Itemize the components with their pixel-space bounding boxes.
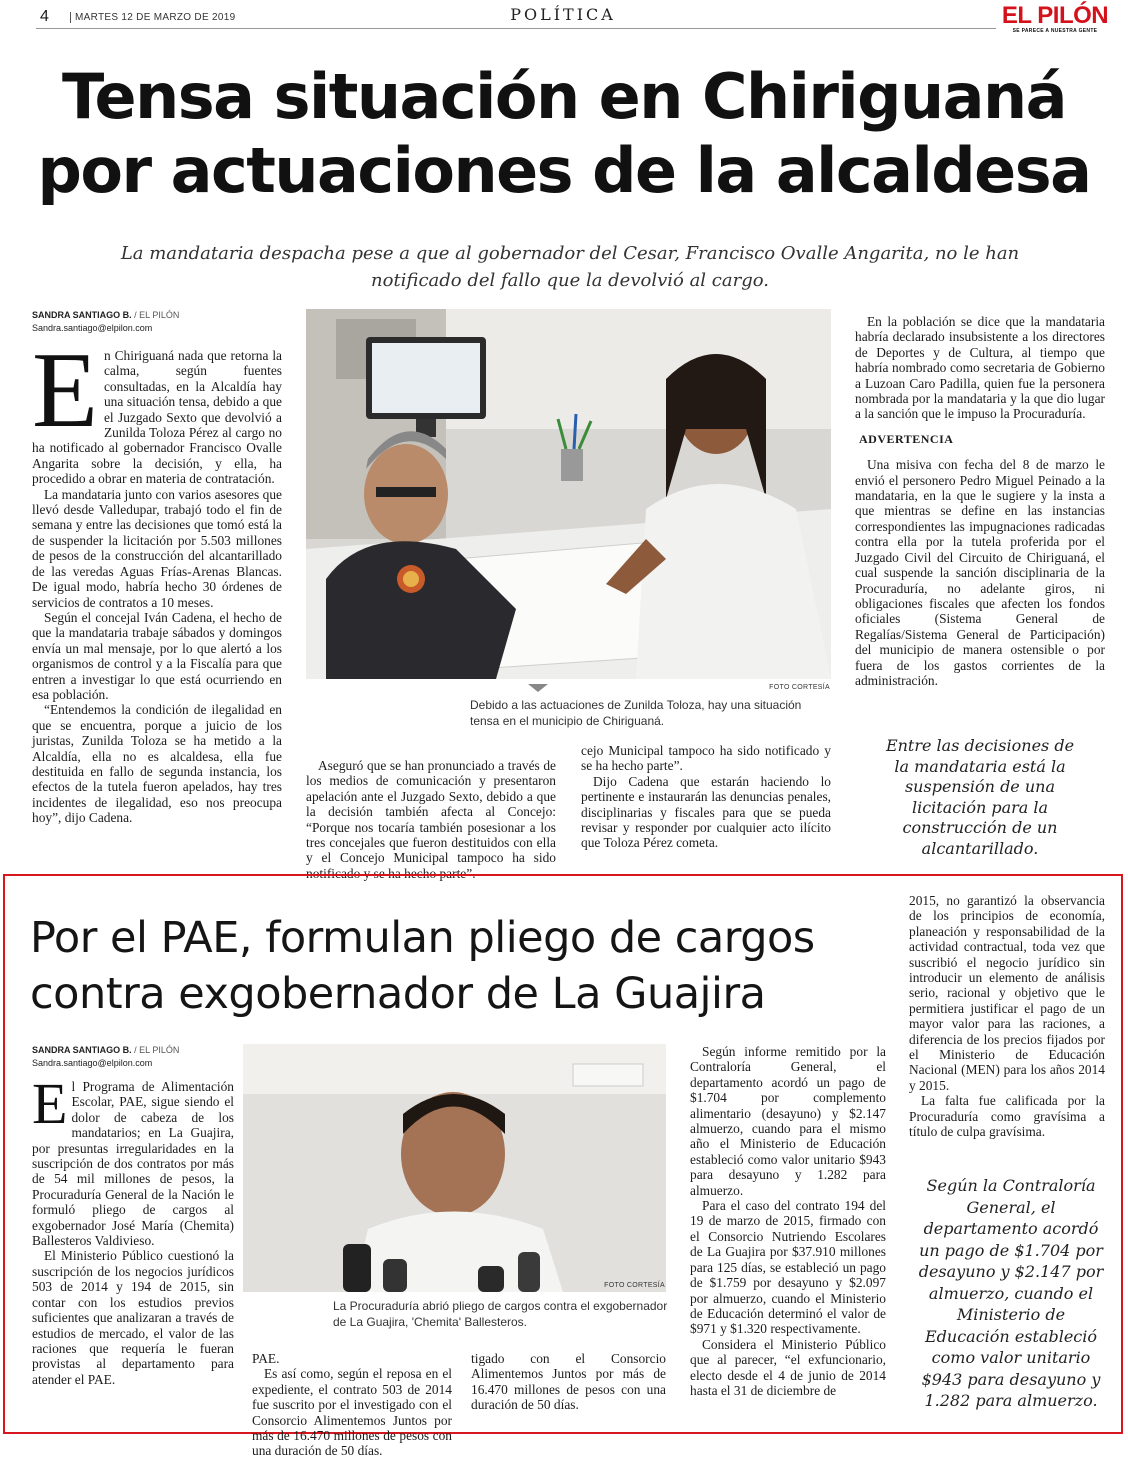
- caption-arrow-icon: [528, 684, 548, 692]
- article2-headline-line1: Por el PAE, formulan pliego de cargos: [30, 913, 815, 963]
- section-title: POLÍTICA: [510, 5, 616, 24]
- article1-paragraph: En Chiriguaná nada que retorna la calma, según fuentes consultadas, en la Alcaldía hay una situación tensa, debido a que el Juzgado Sexto que devolvió a Zunilda Toloza Pérez al cargo no ha notificado al gobernador Francisco Ovalle Angarita sobre la decisión, y ella, ha procedido a obrar en materia de contratación.: [32, 331, 282, 487]
- article1-headline: [30, 60, 1098, 208]
- article2-paragraph: Es así como, según el reposa en el expediente, el contrato 503 de 2014 fue suscrito por el investigado con el Consorcio Alimentemos Juntos por más de 16.470 millones de pesos con una duración de 50 días.: [252, 1366, 452, 1459]
- article1-column-1: [32, 331, 282, 826]
- article2-column-2: [252, 1351, 452, 1459]
- article2-paragraph: La falta fue calificada por la Procuraduría como gravísima a título de culpa gravísima.: [909, 1093, 1105, 1140]
- article1-paragraph: cejo Municipal tampoco ha sido notificado y se ha hecho parte”.: [581, 743, 831, 774]
- article2-paragraph: Para el caso del contrato 194 del 19 de marzo de 2015, firmado con el Consorcio Nutriendo Escolares de La Guajira por $37.910 millones para 125 días, se estableció un pago de $1.759 por desayuno y $2.097 por almuerzo, cuando el Ministerio de Educación determinó el valor de $971 y $1.320 respectivamente.: [690, 1198, 886, 1337]
- page-number: 4: [40, 8, 49, 25]
- article2-paragraph: El Ministerio Público cuestionó la suscripción de los negocios jurídicos 503 de 2014 y 194 de 2015, sin contar con los estudios previos suficientes que analizaran a través de estudios de mercado, el valor de las raciones que requería le fueran provistas al departamento para atender el PAE.: [32, 1248, 234, 1387]
- byline-email: Sandra.santiago@elpilon.com: [32, 1058, 153, 1068]
- article1-paragraph: Una misiva con fecha del 8 de marzo le envió el personero Pedro Miguel Peinado a la mandataria, en la que le sugiere y la insta a que mientras se define en las instancias correspondientes las impugnaciones radicadas contra ella por la tutela proferida por el Juzgado Civil del Circuito de Chiriguaná, el cual suspende la sanción disciplinaria de la Procuraduría, no adelante giros, ni obligaciones fiscales que afecten los fondos oficiales (Sistema General de Regalías/Sistema General de Participación) del municipio de manera ostensible o por fuera de los gastos corrientes de la administración.: [855, 457, 1105, 688]
- article1-photo: [306, 309, 831, 679]
- article2-byline: [32, 1044, 252, 1070]
- byline-name: SANDRA SANTIAGO B.: [32, 1045, 132, 1055]
- article1-paragraph: Dijo Cadena que estarán haciendo lo pertinente e instaurarán las denuncias penales, disciplinarias y fiscales para que se pueda revisar y responder por cualquier acto ilícito que Toloza Pérez cometa.: [581, 773, 831, 851]
- article2-headline-line2: contra exgobernador de La Guajira: [30, 969, 766, 1019]
- article2-column-4: [690, 1044, 886, 1398]
- article1-paragraph: La mandataria junto con varios asesores que llevó desde Valledupar, trabajó todo el fin de semana y entre las decisiones que tomó está la de suspender la licitación por 5.503 millones de pesos de la construcción del alcantarillado de las veredas Aguas Frías-Arenas Blancas. De igual modo, habría hecho 30 órdenes de servicios de contratos a 10 meses.: [32, 486, 282, 610]
- article1-deck: [70, 240, 1070, 294]
- office-meeting-photo: [306, 309, 831, 679]
- article1-paragraph: “Entendemos la condición de ilegalidad en que se encuentra, porque a juicio de los juristas, Zunilda Toloza se ha metido a la Alcaldía, ella no es alcaldesa, ella fue destituida en fallo de segunda instancia, los efectos de la tutela fueron apelados, hay tres incidentes de ilegalidad, eso nos preocupa hoy”, dijo Cadena.: [32, 702, 282, 826]
- article1-pullquote: Entre las decisiones de la mandataria está la suspensión de una licitación para la construcción de un alcantarillado.: [885, 736, 1075, 858]
- article1-deck-line1: La mandataria despacha pese a que al gobernador del Cesar, Francisco Ovalle Angarita, no le han: [120, 243, 1020, 264]
- article2-headline: [30, 910, 900, 1022]
- byline-source: / EL PILÓN: [131, 310, 180, 320]
- logo-tagline: SE PARECE A NUESTRA GENTE: [1012, 28, 1098, 34]
- article2-paragraph: 2015, no garantizó la observancia de los principios de economía, planeación y responsabilidad de la actividad contractual, toda vez que suscribió el negocio jurídico sin introducir un elemento de análisis serio, racional y objetivo que le permitiera justificar el pago de un mayor valor para las raciones, a diferencia de los precios fijados por el Ministerio de Educación Nacional (MEN) para los años 2014 y 2015.: [909, 893, 1105, 1093]
- article2-photo-caption: La Procuraduría abrió pliego de cargos contra el exgobernador de La Guajira, 'Chemita' Ballesteros.: [333, 1299, 668, 1329]
- article1-paragraph: Aseguró que se han pronunciado a través de los medios de comunicación y presentaron apelación ante el Juzgado Sexto, debido a que la decisión también afecta al Concejo: “Porque nos tocaría también posesionar a los tres concejales que fueron destituidos con ella y el Concejo Municipal tampoco ha sido notificado y se ha hecho parte”.: [306, 758, 556, 881]
- article2-paragraph: El Programa de Alimentación Escolar, PAE, sigue siendo el dolor de cabeza de los mandatarios; en La Guajira, por presuntas irregularidades en la suscripción de dos contratos por más de 54 mil millones de pesos, la Procuraduría General de la Nación le formuló pliego de cargos al exgobernador José María (Chemita) Ballesteros Valdivieso.: [32, 1071, 234, 1249]
- article2-column-3: [471, 1351, 666, 1413]
- article1-column-4: [855, 314, 1105, 688]
- drop-cap: E: [32, 1071, 68, 1136]
- article2-column-5: [909, 893, 1105, 1140]
- article1-paragraph: En la población se dice que la mandataria habría declarado insubsistente a los directores de Deportes y de Cultura, al tiempo que habría nombrado como secretaria de Gobierno a Luzoan Caro Padilla, quien fue la personera nombrada por la mandataria y la que dio lugar a la sanción que le impuso la Procuraduría.: [855, 314, 1105, 422]
- article1-headline-line2: por actuaciones de la alcaldesa: [37, 134, 1091, 207]
- drop-cap: E: [32, 331, 98, 450]
- article1-column-2: [306, 758, 556, 881]
- issue-date: MARTES 12 DE MARZO DE 2019: [70, 12, 235, 23]
- article1-photo-caption: Debido a las actuaciones de Zunilda Toloza, hay una situación tensa en el municipio de Chiriguaná.: [470, 698, 802, 728]
- portrait-photo: [243, 1044, 666, 1292]
- article2-paragraph: Según informe remitido por la Contraloría General, el departamento acordó un pago de $1.704 por complemento alimentario (desayuno) y $2.147 almuerzo, cuando para el mismo año el Ministerio de Educación estableció como valor unitario $943 para desayuno y 1.282 para almuerzo.: [690, 1044, 886, 1198]
- article2-column-1: [32, 1071, 234, 1387]
- article2-photo: [243, 1044, 666, 1292]
- article1-deck-line2: notificado del fallo que la devolvió al cargo.: [371, 270, 769, 291]
- byline-name: SANDRA SANTIAGO B.: [32, 310, 132, 320]
- article2-paragraph: Considera el Ministerio Público que al parecer, “el exfuncionario, electo desde el 4 de junio de 2014 hasta el 31 de diciembre de: [690, 1336, 886, 1398]
- article2-paragraph: tigado con el Consorcio Alimentemos Juntos por más de 16.470 millones de pesos con una duración de 50 días.: [471, 1351, 666, 1413]
- byline-email: Sandra.santiago@elpilon.com: [32, 323, 153, 333]
- newspaper-logo: [1000, 4, 1110, 34]
- article2-photo-credit: FOTO CORTESÍA: [604, 1282, 665, 1289]
- article1-headline-line1: Tensa situación en Chiriguaná: [62, 60, 1066, 133]
- article1-paragraph: Según el concejal Iván Cadena, el hecho de que la mandataria trabaje sábados y domingos envía un mal mensaje, por lo que alertó a los organismos de control y a la Fiscalía para que entren a investigar lo que está ocurriendo en esa población.: [32, 609, 282, 702]
- header-rule: [36, 28, 996, 29]
- byline-source: / EL PILÓN: [131, 1045, 180, 1055]
- article2-pullquote: Según la Contraloría General, el departamento acordó un pago de $1.704 por desayuno y $2.147 por almuerzo, cuando el Ministerio de Educación estableció como valor unitario $943 para desayuno y 1.282 para almuerzo.: [918, 1176, 1104, 1410]
- article1-photo-credit: FOTO CORTESÍA: [769, 684, 830, 691]
- article1-subhead: ADVERTENCIA: [859, 431, 954, 446]
- article2-paragraph: PAE.: [252, 1351, 280, 1366]
- article1-column-3: [581, 743, 831, 851]
- logo-text: EL PILÓN: [1001, 2, 1109, 29]
